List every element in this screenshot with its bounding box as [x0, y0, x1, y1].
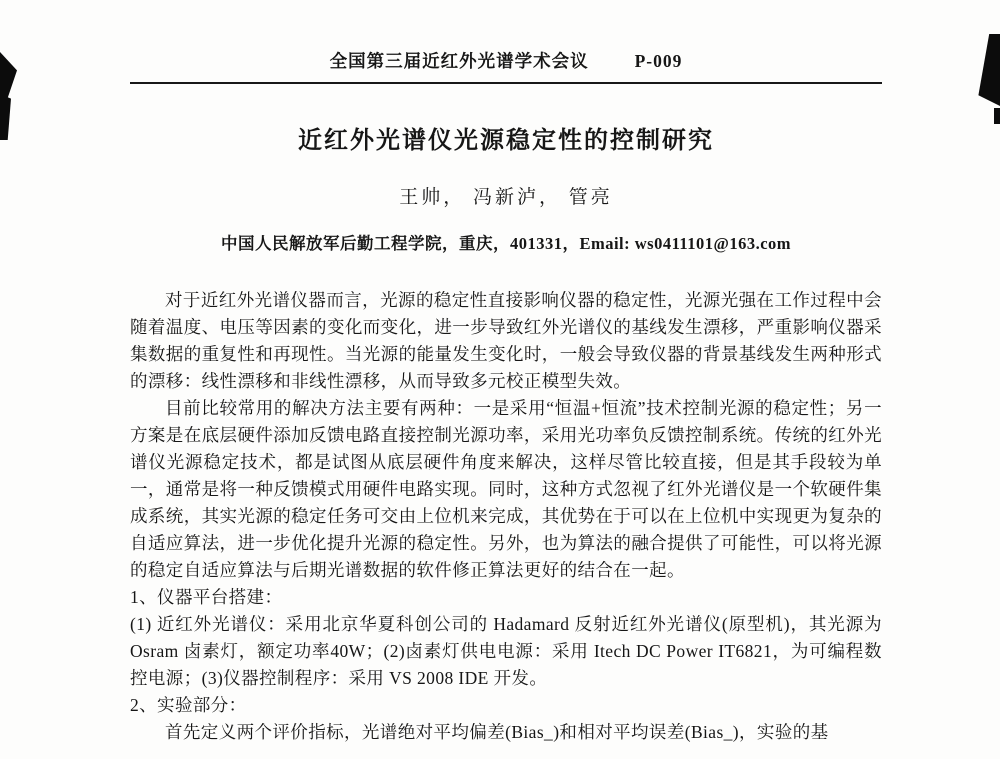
page-content [130, 0, 882, 746]
section-1-text: (1) 近红外光谱仪：采用北京华夏科创公司的 Hadamard 反射近红外光谱仪(原型机)，其光源为 Osram 卤素灯，额定功率40W；(2)卤素灯供电电源：采用 Itech DC Power IT6821，为可编程数控电源；(3)仪器控制程序：采用 VS 2008 IDE 开发。 [130, 614, 882, 688]
abstract-body [130, 287, 882, 746]
section-2-partial-line: 首先定义两个评价指标，光谱绝对平均偏差(Bias_)和相对平均误差(Bias_)，实验的基 [165, 722, 829, 742]
paragraph-methods-overview: 目前比较常用的解决方法主要有两种：一是采用“恒温+恒流”技术控制光源的稳定性；另一方案是在底层硬件添加反馈电路直接控制光源功率，采用光功率负反馈控制系统。传统的红外光谱仪光源稳定技术，都是试图从底层硬件角度来解决，这样尽管比较直接，但是其手段较为单一，通常是将一种反馈模式用硬件电路实现。同时，这种方式忽视了红外光谱仪是一个软硬件集成系统，其实光源的稳定任务可交由上位机来完成，其优势在于可以在上位机中实现更为复杂的自适应算法，进一步优化提升光源的稳定性。另外，也为算法的融合提供了可能性，可以将光源的稳定自适应算法与后期光谱数据的软件修正算法更好的结合在一起。 [130, 398, 882, 580]
page-header [130, 48, 882, 73]
section-2-heading: 2、实验部分： [130, 695, 247, 715]
scan-artifact-right-edge-speck [994, 108, 1000, 124]
scan-artifact-top-right-wedge [976, 34, 1000, 106]
paper-id: P-009 [634, 51, 683, 71]
header-rule [130, 82, 882, 84]
conference-title: 全国第三届近红外光谱学术会议 [329, 51, 589, 71]
scan-artifact-left-edge-mark [0, 94, 11, 140]
scan-artifact-top-left-wedge [0, 52, 17, 98]
paper-title: 近红外光谱仪光源稳定性的控制研究 [298, 127, 714, 154]
section-1-heading: 1、仪器平台搭建： [130, 587, 283, 607]
authors-line: 王帅， 冯新泸， 管亮 [399, 187, 613, 208]
affiliation-line: 中国人民解放军后勤工程学院，重庆，401331，Email: ws0411101@163.com [220, 234, 792, 253]
paragraph-intro: 对于近红外光谱仪器而言，光源的稳定性直接影响仪器的稳定性，光源光强在工作过程中会随着温度、电压等因素的变化而变化，进一步导致红外光谱仪的基线发生漂移，严重影响仪器采集数据的重复性和再现性。当光源的能量发生变化时，一般会导致仪器的背景基线发生两种形式的漂移：线性漂移和非线性漂移，从而导致多元校正模型失效。 [130, 290, 882, 391]
